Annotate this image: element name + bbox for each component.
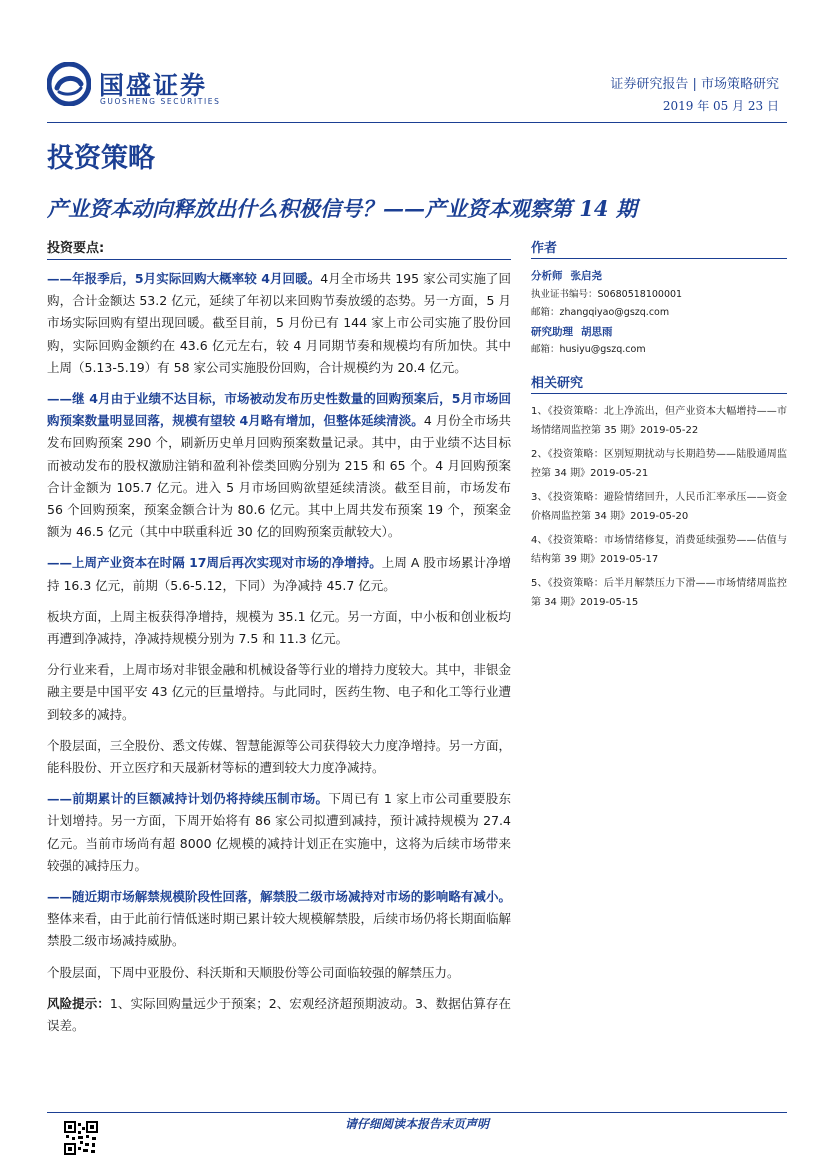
highlight: ——随近期市场解禁规模阶段性回落，解禁股二级市场减持对市场的影响略有减小。 [47,889,511,905]
report-title: 产业资本动向释放出什么积极信号？——产业资本观察第 14 期 [47,196,637,221]
paragraph-unlock [47,886,511,953]
analyst-email[interactable]: 邮箱：zhangqiyao@gszq.com [531,307,670,318]
highlight: ——上周产业资本在时隔 17周后再次实现对市场的净增持。 [47,555,382,571]
analyst-row [531,267,787,286]
highlight: ——前期累计的巨额减持计划仍将持续压制市场。 [47,791,329,807]
assistant-name: 胡思雨 [581,325,613,338]
paragraph-buyback-plan [47,388,511,543]
body-text: 整体来看，由于此前行情低迷时期已累计较大规模解禁股，后续市场仍将长期面临解禁股二级市场减持威胁。 [47,911,511,949]
related-item[interactable]: 2、《投资策略：区别短期扰动与长期趋势——陆股通周监控第 34 期》2019-05-21 [531,448,787,479]
footer-divider [47,1112,787,1113]
paragraph-reduction-plans [47,788,511,877]
key-points-heading: 投资要点: [47,237,511,260]
body-text: 4 月份全市场共发布回购预案 290 个，刷新历史单月回购预案数量记录。其中，由于业绩不达目标而被动发布的股权激励注销和盈利补偿类回购分别为 215 和 65 个。4 月回购预案合计金额为 105.7 亿元。进入 5 月市场回购欲望延续清淡。截至目前，市场发布 56 个回购预案，预案金额合计为 80.6 亿元。其中上周共发布预案 19 个，预案金额为 46.5 亿元（其中中联重科近 30 亿的回购预案贡献较大）。 [47,413,511,540]
header-divider [47,122,787,123]
paragraph-net-increase [47,552,511,596]
highlight: ——年报季后，5月实际回购大概率较 4月回暖。 [47,271,321,286]
paragraph-industries: 分行业来看，上周市场对非银金融和机械设备等行业的增持力度较大。其中，非银金融主要是中国平安 43 亿元的巨量增持。与此同时，医药生物、电子和化工等行业遭到较多的减持。 [47,662,511,722]
paragraph-buyback-actual [47,268,511,379]
paragraph-stocks: 个股层面，三全股份、悉文传媒、智慧能源等公司获得较大力度净增持。另一方面，能科股份、开立医疗和天晟新材等标的遭到较大力度净减持。 [47,737,511,776]
related-item[interactable]: 1、《投资策略：北上净流出，但产业资本大幅增持——市场情绪周监控第 35 期》2019-05-22 [531,405,787,436]
related-item[interactable]: 3、《投资策略：避险情绪回升，人民币汇率承压——资金价格周监控第 34 期》2019-05-20 [531,491,787,522]
highlight: ——继 4月由于业绩不达目标，市场被动发布历史性数量的回购预案后，5月市场回购预案数量明显回落，规模有望较 4月略有增加，但整体延续清淡。 [47,391,511,429]
paragraph-sectors: 板块方面，上周主板获得净增持，规模为 35.1 亿元。另一方面，中小板和创业板均再遭到净减持，净减持规模分别为 7.5 和 11.3 亿元。 [47,608,511,647]
report-date: 2019 年 05 月 23 日 [662,99,779,113]
paragraph-risk [47,993,511,1037]
logo-text-en: GUOSHENG SECURITIES [100,97,221,106]
license-number: 执业证书编号：S0680518100001 [531,288,683,300]
body-text: 上周 A 股市场累计净增持 16.3 亿元，前期（5.6-5.12，下同）为净减持 45.7 亿元。 [47,555,512,593]
paragraph-unlock-stocks: 个股层面，下周中亚股份、科沃斯和天顺股份等公司面临较强的解禁压力。 [47,964,460,980]
risk-label: 风险提示： [47,995,110,1011]
analyst-name: 张启尧 [570,270,602,282]
related-heading: 相关研究 [531,372,787,394]
assistant-label: 研究助理 [531,325,573,338]
report-header [0,0,827,125]
author-heading: 作者 [531,237,787,259]
assistant-row [531,323,787,342]
related-item[interactable]: 5、《投资策略：后半月解禁压力下滑——市场情绪周监控第 34 期》2019-05-15 [531,577,787,608]
guosheng-logo-icon [47,62,91,106]
body-text: 1、实际回购量远少于预案；2、宏观经济超预期波动。3、数据估算存在误差。 [47,995,511,1034]
report-type: 证券研究报告 | 市场策略研究 [610,77,779,92]
main-content [47,237,511,1046]
related-item[interactable]: 4、《投资策略：市场情绪修复，消费延续强势——估值与结构第 39 期》2019-05-17 [531,534,787,565]
spacer [531,360,787,372]
body-text: 4月全市场共 195 家公司实施了回购，合计金额达 53.2 亿元，延续了年初以来回购节奏放缓的态势。另一方面，5 月市场实际回购有望出现回暖。截至目前，5 月份已有 144 家上市公司实施了股份回购，实际回购金额约在 43.6 亿元左右，较 4 月同期节奏和规模均有所加快。其中上周（5.13-5.19）有 58 家公司实施股份回购，合计规模约为 20.4 亿元。 [47,271,512,375]
sidebar [531,237,787,617]
body-text: 下周已有 1 家上市公司重要股东计划增持。另一方面，下周开始将有 86 家公司拟遭到减持，预计减持规模为 27.4 亿元。当前市场尚有超 8000 亿规模的减持计划正在实施中，这将为后续市场带来较强的减持压力。 [47,791,511,873]
report-category: 投资策略 [47,143,155,174]
company-logo [47,62,247,110]
logo-text-cn: 国盛证券 [99,71,208,100]
assistant-email[interactable]: 邮箱：husiyu@gszq.com [531,344,646,355]
analyst-label: 分析师 [531,270,563,282]
footer-disclaimer: 请仔细阅读本报告末页声明 [344,1117,489,1131]
